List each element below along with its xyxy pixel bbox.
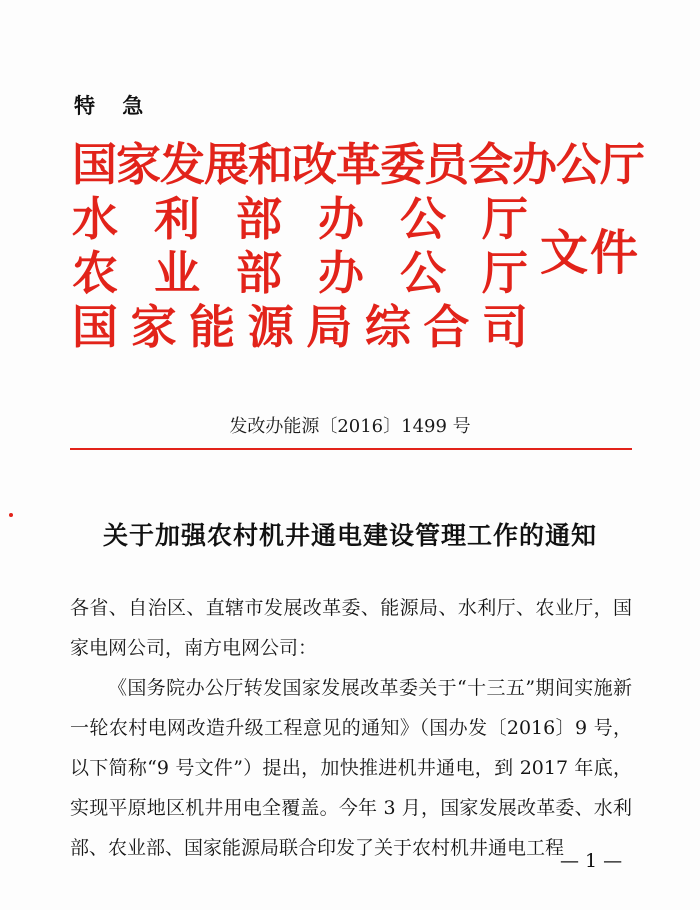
notice-body <box>70 588 632 868</box>
issuer-ndrc-office: 国家发展和改革委员会办公厅 <box>72 138 645 191</box>
issuer-character: 公 <box>400 192 446 246</box>
issuer-character: 合 <box>423 300 470 354</box>
issuer-character: 部 <box>236 192 282 246</box>
issuer-character: 公 <box>400 246 446 300</box>
document-suffix: 文件 <box>540 225 641 281</box>
issuer-character: 业 <box>154 246 200 300</box>
issuer-agriculture-office <box>72 246 528 300</box>
notice-title: 关于加强农村机井通电建设管理工作的通知 <box>102 521 597 550</box>
issuer-character: 部 <box>236 246 282 300</box>
issuer-character: 利 <box>154 192 200 246</box>
issuer-water-resources-office <box>72 192 528 246</box>
issuer-character: 农 <box>72 246 118 300</box>
issuer-energy-admin-dept <box>72 300 528 354</box>
issuer-character: 水 <box>72 192 118 246</box>
red-divider <box>70 448 632 450</box>
issuer-character: 能 <box>189 300 236 354</box>
page-number: — 1 — <box>560 850 623 872</box>
body-paragraph: 《国务院办公厅转发国家发展改革委关于“十三五”期间实施新一轮农村电网改造升级工程意见的通知》（国办发〔2016〕9 号，以下简称“9 号文件”）提出，加快推进机井通电，到 2017 年底，实现平原地区机井用电全覆盖。今年 3 月，国家发展改革委、水利部、农业部、国家能源局联合印发了关于农村机井通电工程 <box>70 677 632 859</box>
issuer-character: 国 <box>72 300 118 354</box>
urgency-label: 特 急 <box>74 94 154 118</box>
issuer-character: 局 <box>306 300 353 354</box>
issuer-character: 办 <box>318 192 364 246</box>
issuer-character: 源 <box>247 300 294 354</box>
issuer-character: 家 <box>130 300 177 354</box>
issuer-character: 厅 <box>482 192 528 246</box>
issuer-character: 厅 <box>482 246 528 300</box>
issuer-character: 办 <box>318 246 364 300</box>
issuer-character: 司 <box>481 300 528 354</box>
issuer-character: 综 <box>364 300 411 354</box>
document-number: 发改办能源〔2016〕1499 号 <box>229 416 471 437</box>
recipients-line: 各省、自治区、直辖市发展改革委、能源局、水利厅、农业厅，国家电网公司，南方电网公司： <box>70 597 632 659</box>
